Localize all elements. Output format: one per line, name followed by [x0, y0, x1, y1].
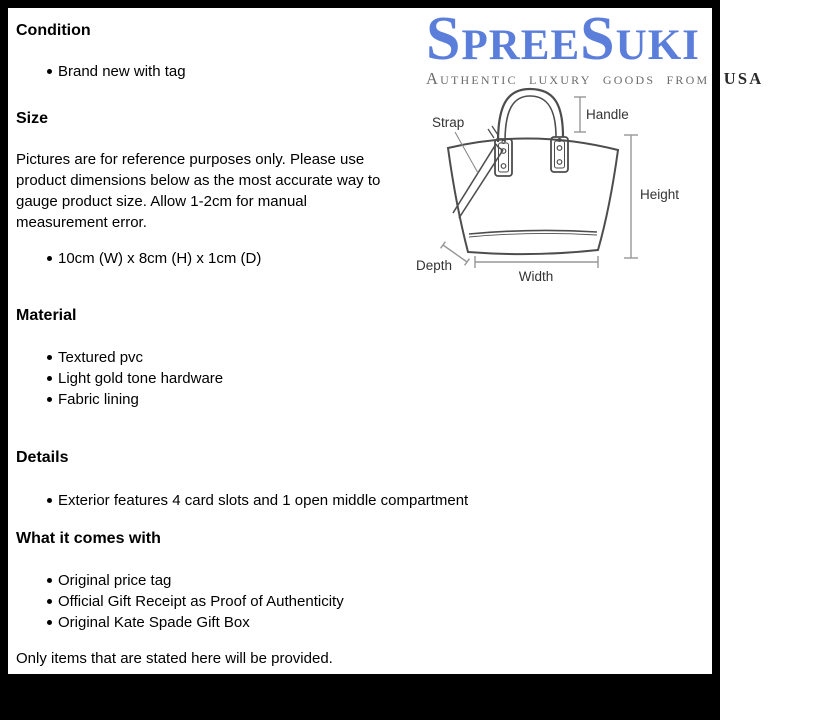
provided-items-note: Only items that are stated here will be provided. [16, 650, 333, 667]
details-heading: Details [16, 449, 69, 466]
what-it-comes-with-heading: What it comes with [16, 530, 161, 547]
size-heading: Size [16, 110, 49, 127]
size-dimensions-list [47, 248, 261, 269]
strap-pointer-line [455, 132, 478, 173]
product-description-panel [8, 5, 764, 674]
list-item: Official Gift Receipt as Proof of Authenticity [47, 591, 344, 612]
condition-heading: Condition [16, 22, 91, 39]
size-paragraph [16, 149, 380, 233]
height-label: Height [640, 187, 680, 202]
width-label: Width [518, 269, 554, 284]
list-item: Original price tag [47, 570, 344, 591]
bag-handle-icon [498, 89, 563, 142]
handle-label: Handle [586, 107, 629, 122]
list-item: Original Kate Spade Gift Box [47, 612, 344, 633]
paragraph-line: product dimensions below as the most accurate way to [16, 172, 381, 189]
bag-clasp-icons [495, 137, 568, 176]
paragraph-line: gauge product size. Allow 1-2cm for manual [16, 193, 307, 210]
height-measure-line [624, 135, 638, 258]
bag-measurement-diagram [412, 86, 712, 291]
paragraph-line: Pictures are for reference purposes only. Please use [16, 151, 365, 168]
condition-list [47, 61, 186, 82]
details-list [47, 490, 468, 511]
brand-name: SpreeSuki [426, 5, 700, 73]
width-measure-line [475, 256, 598, 268]
list-item: Fabric lining [47, 389, 223, 410]
material-heading: Material [16, 307, 77, 324]
list-item: 10cm (W) x 8cm (H) x 1cm (D) [47, 248, 261, 269]
list-item: Brand new with tag [47, 61, 186, 82]
list-item: Textured pvc [47, 347, 223, 368]
material-list [47, 347, 223, 410]
depth-label: Depth [416, 258, 453, 273]
brand-tagline [426, 70, 826, 87]
list-item: Exterior features 4 card slots and 1 open middle compartment [47, 490, 468, 511]
tagline-usa: USA [723, 69, 764, 88]
brand-logo [426, 5, 826, 88]
list-item: Light gold tone hardware [47, 368, 223, 389]
handle-measure-line [574, 97, 586, 132]
what-it-comes-with-list [47, 570, 344, 633]
strap-label: Strap [432, 115, 465, 130]
tagline-text: Authentic luxury goods from [426, 69, 721, 88]
paragraph-line: measurement error. [16, 214, 147, 231]
